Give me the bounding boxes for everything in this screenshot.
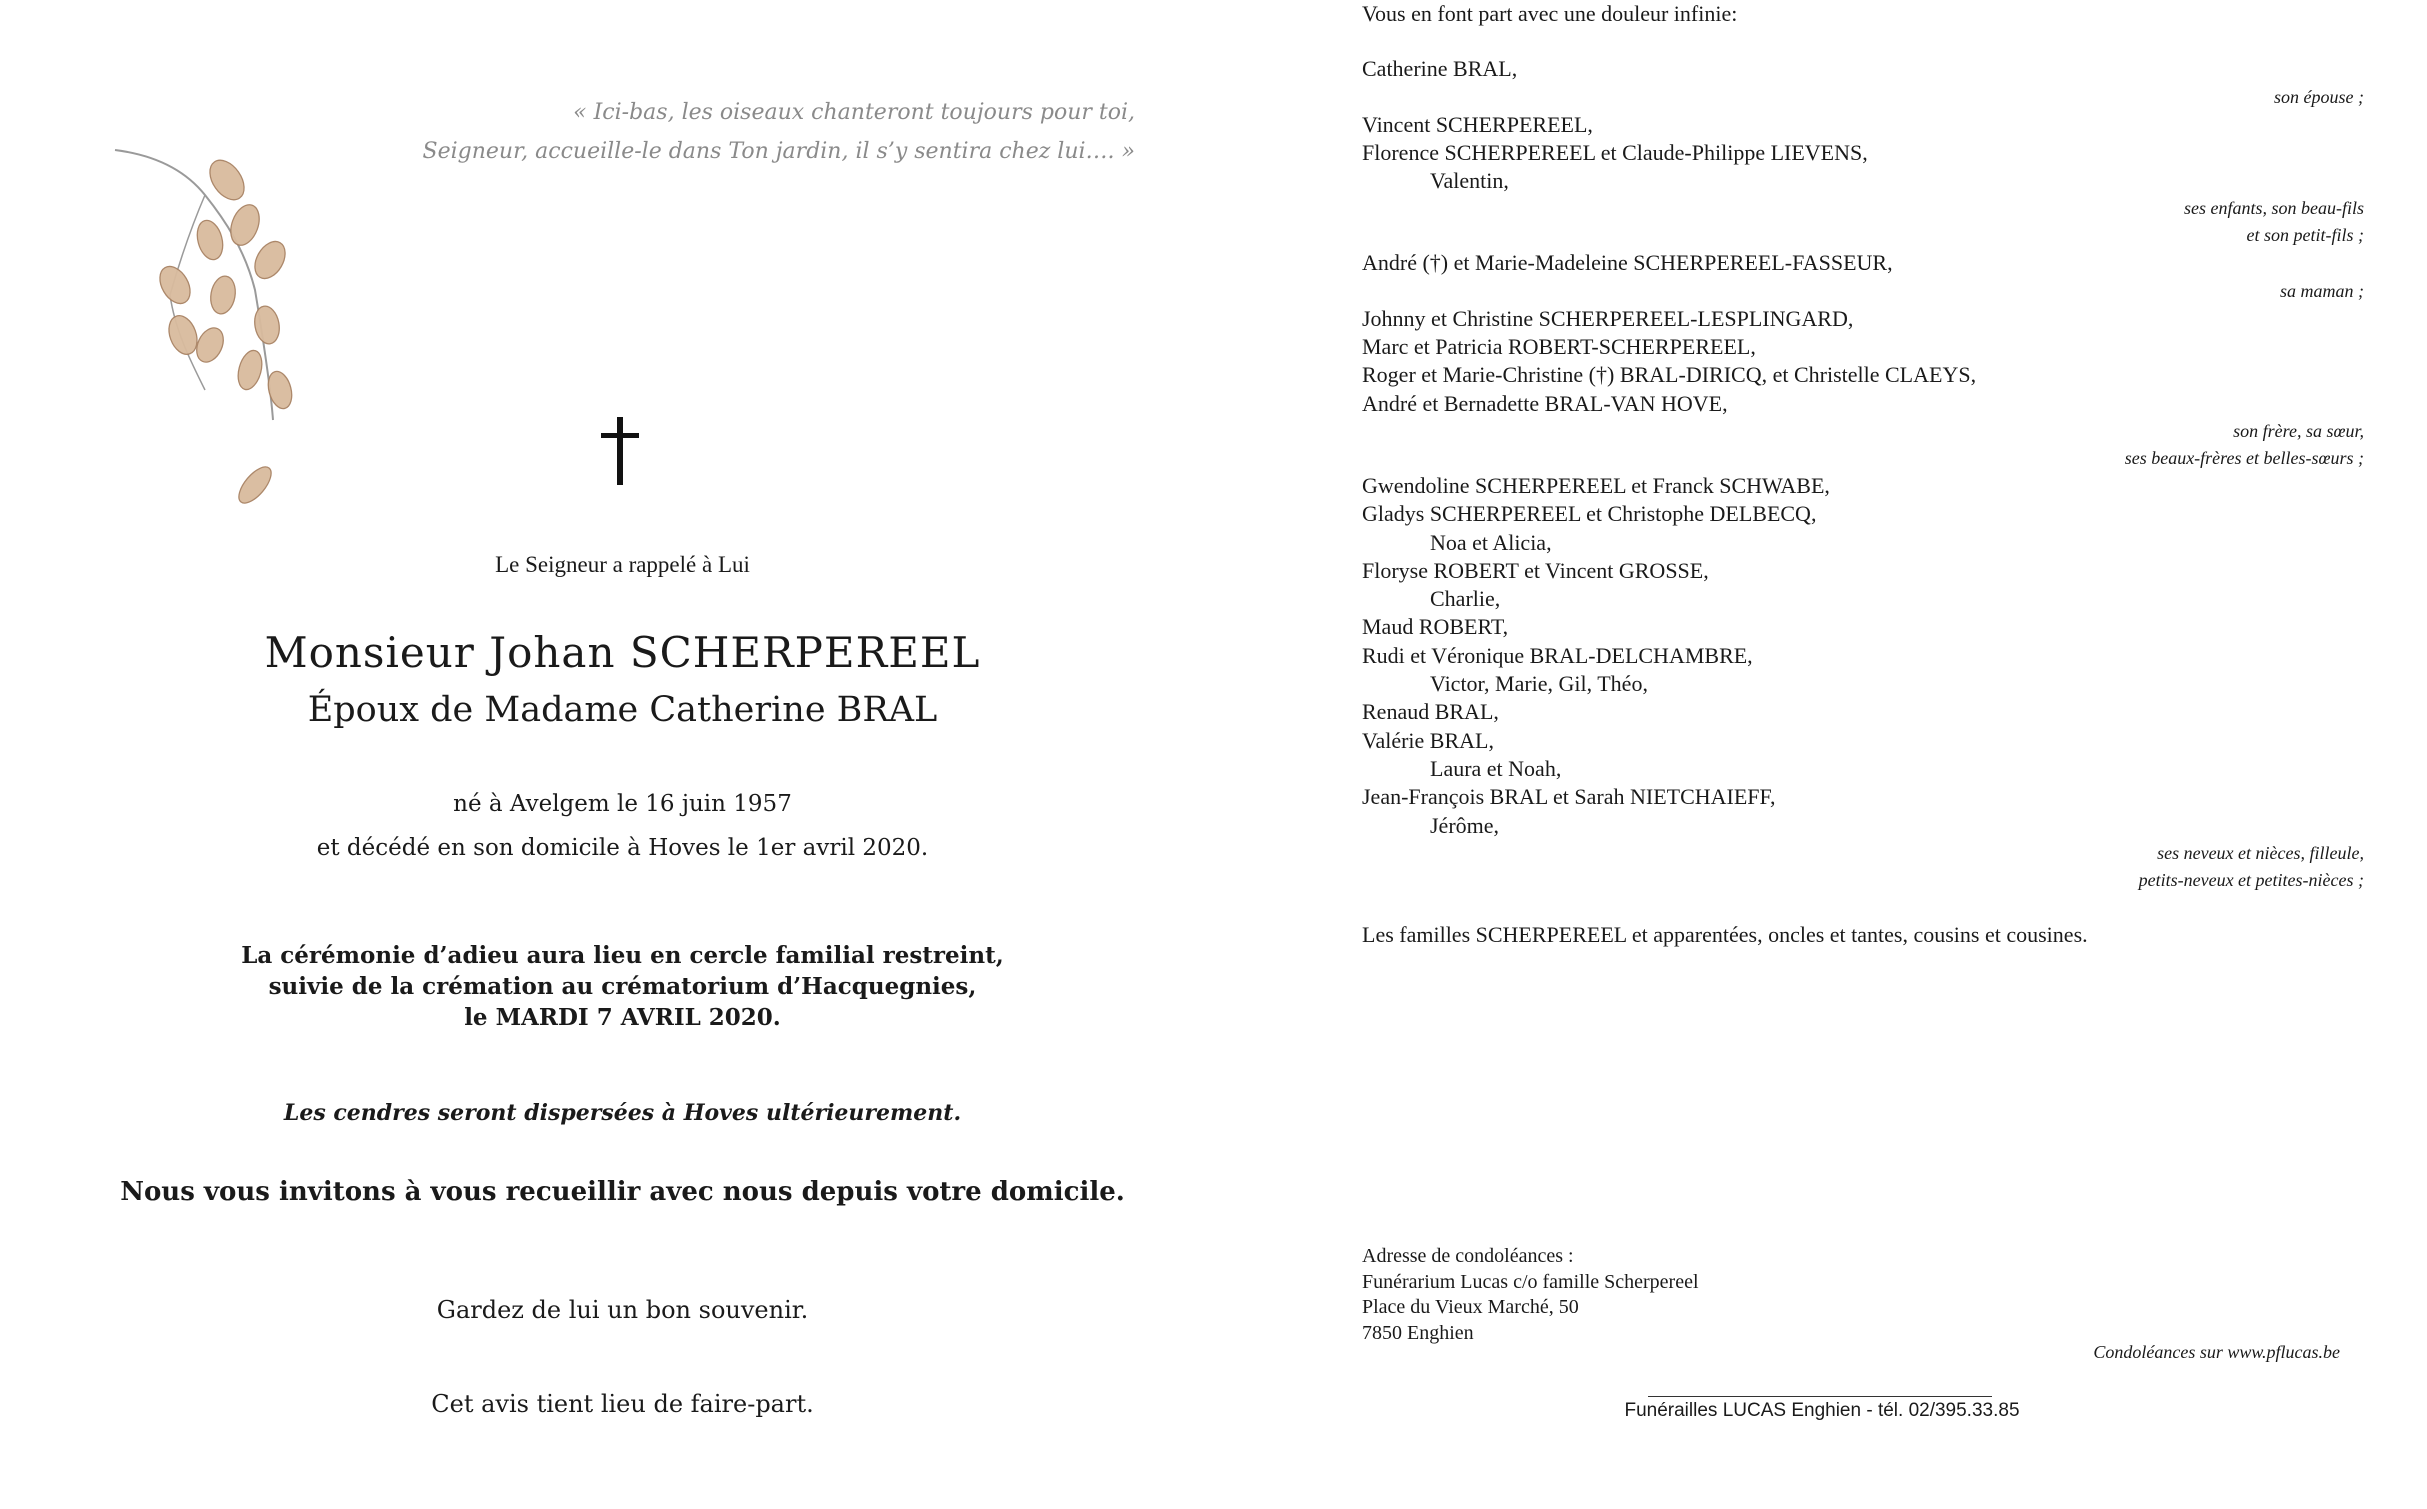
notice-text: Cet avis tient lieu de faire-part.	[431, 1390, 814, 1418]
birth-death-dates	[80, 782, 1165, 870]
family-member: Valérie BRAL,	[1362, 727, 1494, 753]
address-line: Funérarium Lucas c/o famille Scherpereel	[1362, 1270, 1699, 1293]
family-member: Gladys SCHERPEREEL et Christophe DELBECQ,	[1362, 501, 1817, 527]
cross-icon	[590, 415, 650, 487]
family-member: André (†) et Marie-Madeleine SCHERPEREEL-FASSEUR,	[1362, 250, 1893, 276]
quote-line-1: « Ici-bas, les oiseaux chanteront toujours pour toi,	[573, 100, 1135, 125]
family-member: Jérôme,	[1430, 812, 1500, 838]
condolence-website: Condoléances sur www.pflucas.be	[2093, 1342, 2340, 1362]
family-member: Jean-François BRAL et Sarah NIETCHAIEFF,	[1362, 784, 1776, 810]
relation-label: ses enfants, son beau-fils	[2184, 198, 2364, 219]
family-member: Charlie,	[1430, 586, 1501, 612]
family-member: Gwendoline SCHERPEREEL et Franck SCHWABE,	[1362, 472, 1830, 498]
family-member: Valentin,	[1430, 168, 1509, 194]
birth-line: né à Avelgem le 16 juin 1957	[453, 791, 792, 817]
relation-label: son frère, sa sœur,	[2233, 420, 2364, 441]
family-member: Rudi et Véronique BRAL-DELCHAMBRE,	[1362, 642, 1753, 668]
spouse-line: Époux de Madame Catherine BRAL	[307, 690, 938, 730]
relation-label: ses neveux et nièces, filleule,	[2157, 842, 2364, 863]
relation-label: son épouse ;	[2274, 86, 2364, 107]
address-line: 7850 Enghien	[1362, 1321, 1474, 1344]
ashes-notice: Les cendres seront dispersées à Hoves ultérieurement.	[283, 1100, 962, 1126]
relation-label: et son petit-fils ;	[2246, 225, 2364, 246]
family-member: Laura et Noah,	[1430, 755, 1562, 781]
family-member: Floryse ROBERT et Vincent GROSSE,	[1362, 557, 1709, 583]
memory-text: Gardez de lui un bon souvenir.	[436, 1296, 809, 1324]
family-member: Catherine BRAL,	[1362, 56, 1518, 82]
address-line: Place du Vieux Marché, 50	[1362, 1296, 1579, 1318]
family-member: Maud ROBERT,	[1362, 614, 1509, 640]
family-member: Renaud BRAL,	[1362, 699, 1499, 725]
address-line: Adresse de condoléances :	[1362, 1245, 1574, 1267]
invitation-text: Nous vous invitons à vous recueillir avec nous depuis votre domicile.	[120, 1177, 1125, 1207]
ceremony-line: le MARDI 7 AVRIL 2020.	[464, 1004, 781, 1031]
family-member: Vincent SCHERPEREEL,	[1362, 111, 1593, 137]
families-line: Les familles SCHERPEREEL et apparentées, oncles et tantes, cousins et cousines.	[1362, 921, 2088, 947]
quote-line-2: Seigneur, accueille-le dans Ton jardin, il s’y sentira chez lui…. »	[422, 139, 1135, 164]
family-member: Florence SCHERPEREEL et Claude-Philippe LIEVENS,	[1362, 139, 1868, 165]
family-member: Marc et Patricia ROBERT-SCHERPEREEL,	[1362, 334, 1756, 360]
funeral-home-footer: Funérailles LUCAS Enghien - tél. 02/395.33.85	[1624, 1400, 2020, 1421]
family-list	[1362, 0, 2370, 949]
ceremony-line: suivie de la crémation au crématorium d’Hacquegnies,	[268, 973, 977, 1000]
ceremony-line: La cérémonie d’adieu aura lieu en cercle familial restreint,	[241, 942, 1004, 969]
leaf-branch-icon	[95, 120, 315, 560]
intro-line: Vous en font part avec une douleur infinie:	[1362, 1, 1738, 26]
relation-label: sa maman ;	[2280, 280, 2364, 301]
ceremony-text	[80, 940, 1165, 1033]
family-member: Victor, Marie, Gil, Théo,	[1430, 671, 1648, 697]
family-member: Johnny et Christine SCHERPEREEL-LESPLINGARD,	[1362, 305, 1854, 331]
family-member: André et Bernadette BRAL-VAN HOVE,	[1362, 390, 1728, 416]
relation-label: petits-neveux et petites-nièces ;	[2138, 869, 2364, 890]
rappel-text: Le Seigneur a rappelé à Lui	[495, 552, 750, 577]
condolence-address	[1362, 1244, 1699, 1346]
family-member: Roger et Marie-Christine (†) BRAL-DIRICQ, et Christelle CLAEYS,	[1362, 362, 1977, 388]
relation-label: ses beaux-frères et belles-sœurs ;	[2124, 447, 2364, 468]
family-member: Noa et Alicia,	[1430, 529, 1552, 555]
footer-divider	[1648, 1396, 1992, 1397]
deceased-name: Monsieur Johan SCHERPEREEL	[264, 628, 981, 677]
epigraph-quote	[280, 93, 1135, 171]
death-line: et décédé en son domicile à Hoves le 1er avril 2020.	[316, 835, 929, 861]
